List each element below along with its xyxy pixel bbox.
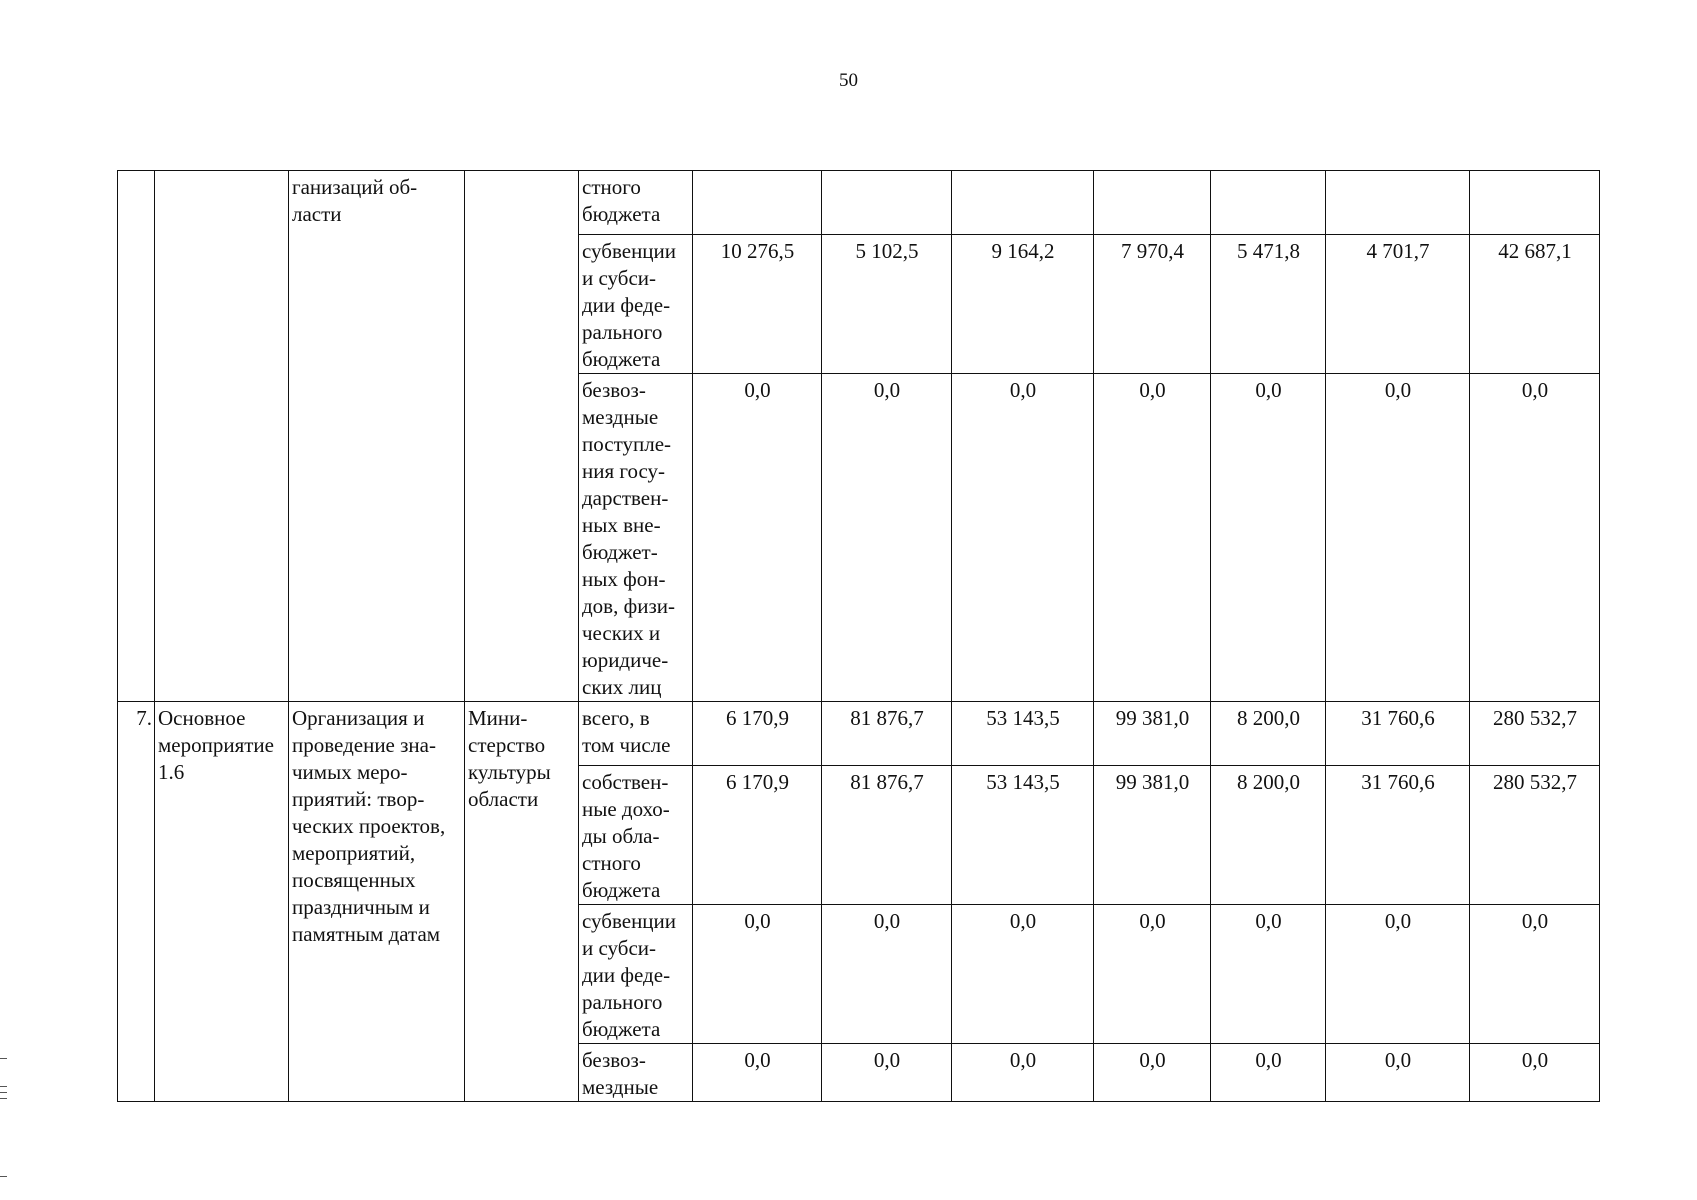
scan-edge-mark xyxy=(0,1086,7,1087)
executor-cell xyxy=(465,171,579,702)
value-cell xyxy=(952,171,1094,235)
source-cell: всего, в том числе xyxy=(579,702,693,766)
value-cell: 81 876,7 xyxy=(822,766,952,905)
value-cell: 4 701,7 xyxy=(1326,235,1470,374)
value-cell: 0,0 xyxy=(822,1044,952,1102)
value-cell: 81 876,7 xyxy=(822,702,952,766)
source-cell: субвенции и субси- дии феде- рального бюджета xyxy=(579,235,693,374)
value-cell xyxy=(822,171,952,235)
value-cell: 0,0 xyxy=(1470,905,1600,1044)
value-cell: 0,0 xyxy=(822,374,952,702)
value-cell: 0,0 xyxy=(693,374,822,702)
name-cell: Организация и проведение зна- чимых меро- приятий: твор- ческих проектов, мероприятий, посвященных праздничным и памятным датам xyxy=(289,702,465,1102)
table-row xyxy=(118,702,1600,766)
value-cell: 0,0 xyxy=(1326,374,1470,702)
value-cell xyxy=(1326,171,1470,235)
scan-edge-mark xyxy=(0,1176,7,1177)
value-cell xyxy=(693,171,822,235)
index-cell xyxy=(118,171,155,702)
value-cell: 0,0 xyxy=(1326,905,1470,1044)
value-cell: 0,0 xyxy=(1094,1044,1211,1102)
value-cell: 5 471,8 xyxy=(1211,235,1326,374)
executor-cell: Мини- стерство культуры области xyxy=(465,702,579,1102)
value-cell: 0,0 xyxy=(822,905,952,1044)
scan-edge-mark xyxy=(0,1058,7,1059)
source-cell: безвоз- мездные xyxy=(579,1044,693,1102)
value-cell: 8 200,0 xyxy=(1211,702,1326,766)
value-cell: 42 687,1 xyxy=(1470,235,1600,374)
page-number: 50 xyxy=(839,70,858,91)
value-cell: 5 102,5 xyxy=(822,235,952,374)
value-cell: 0,0 xyxy=(1094,905,1211,1044)
value-cell: 0,0 xyxy=(693,905,822,1044)
table-row xyxy=(118,171,1600,235)
value-cell: 0,0 xyxy=(1211,1044,1326,1102)
value-cell: 6 170,9 xyxy=(693,702,822,766)
value-cell: 31 760,6 xyxy=(1326,702,1470,766)
value-cell: 0,0 xyxy=(693,1044,822,1102)
budget-table xyxy=(117,170,1600,1102)
scan-edge-mark xyxy=(0,1098,7,1099)
value-cell: 53 143,5 xyxy=(952,702,1094,766)
value-cell: 6 170,9 xyxy=(693,766,822,905)
value-cell: 280 532,7 xyxy=(1470,702,1600,766)
value-cell: 0,0 xyxy=(1211,374,1326,702)
source-cell: стного бюджета xyxy=(579,171,693,235)
scan-edge-mark xyxy=(0,1092,7,1093)
value-cell: 8 200,0 xyxy=(1211,766,1326,905)
value-cell: 0,0 xyxy=(1470,1044,1600,1102)
index-cell: 7. xyxy=(118,702,155,1102)
type-cell xyxy=(155,171,289,702)
value-cell: 0,0 xyxy=(1326,1044,1470,1102)
value-cell xyxy=(1470,171,1600,235)
value-cell xyxy=(1211,171,1326,235)
value-cell: 10 276,5 xyxy=(693,235,822,374)
performer-cell: ганизаций об- ласти xyxy=(289,171,465,702)
value-cell: 0,0 xyxy=(952,374,1094,702)
value-cell: 7 970,4 xyxy=(1094,235,1211,374)
value-cell: 9 164,2 xyxy=(952,235,1094,374)
source-cell: субвенции и субси- дии феде- рального бюджета xyxy=(579,905,693,1044)
source-cell: собствен- ные дохо- ды обла- стного бюджета xyxy=(579,766,693,905)
value-cell: 31 760,6 xyxy=(1326,766,1470,905)
value-cell: 0,0 xyxy=(1211,905,1326,1044)
table-body xyxy=(118,171,1600,1102)
value-cell: 99 381,0 xyxy=(1094,702,1211,766)
value-cell: 0,0 xyxy=(952,905,1094,1044)
value-cell: 53 143,5 xyxy=(952,766,1094,905)
value-cell: 0,0 xyxy=(1470,374,1600,702)
value-cell xyxy=(1094,171,1211,235)
value-cell: 280 532,7 xyxy=(1470,766,1600,905)
value-cell: 0,0 xyxy=(952,1044,1094,1102)
value-cell: 0,0 xyxy=(1094,374,1211,702)
type-cell: Основное мероприятие 1.6 xyxy=(155,702,289,1102)
source-cell: безвоз- мездные поступле- ния госу- дарствен- ных вне- бюджет- ных фон- дов, физи- ческих и юридиче- ских лиц xyxy=(579,374,693,702)
value-cell: 99 381,0 xyxy=(1094,766,1211,905)
